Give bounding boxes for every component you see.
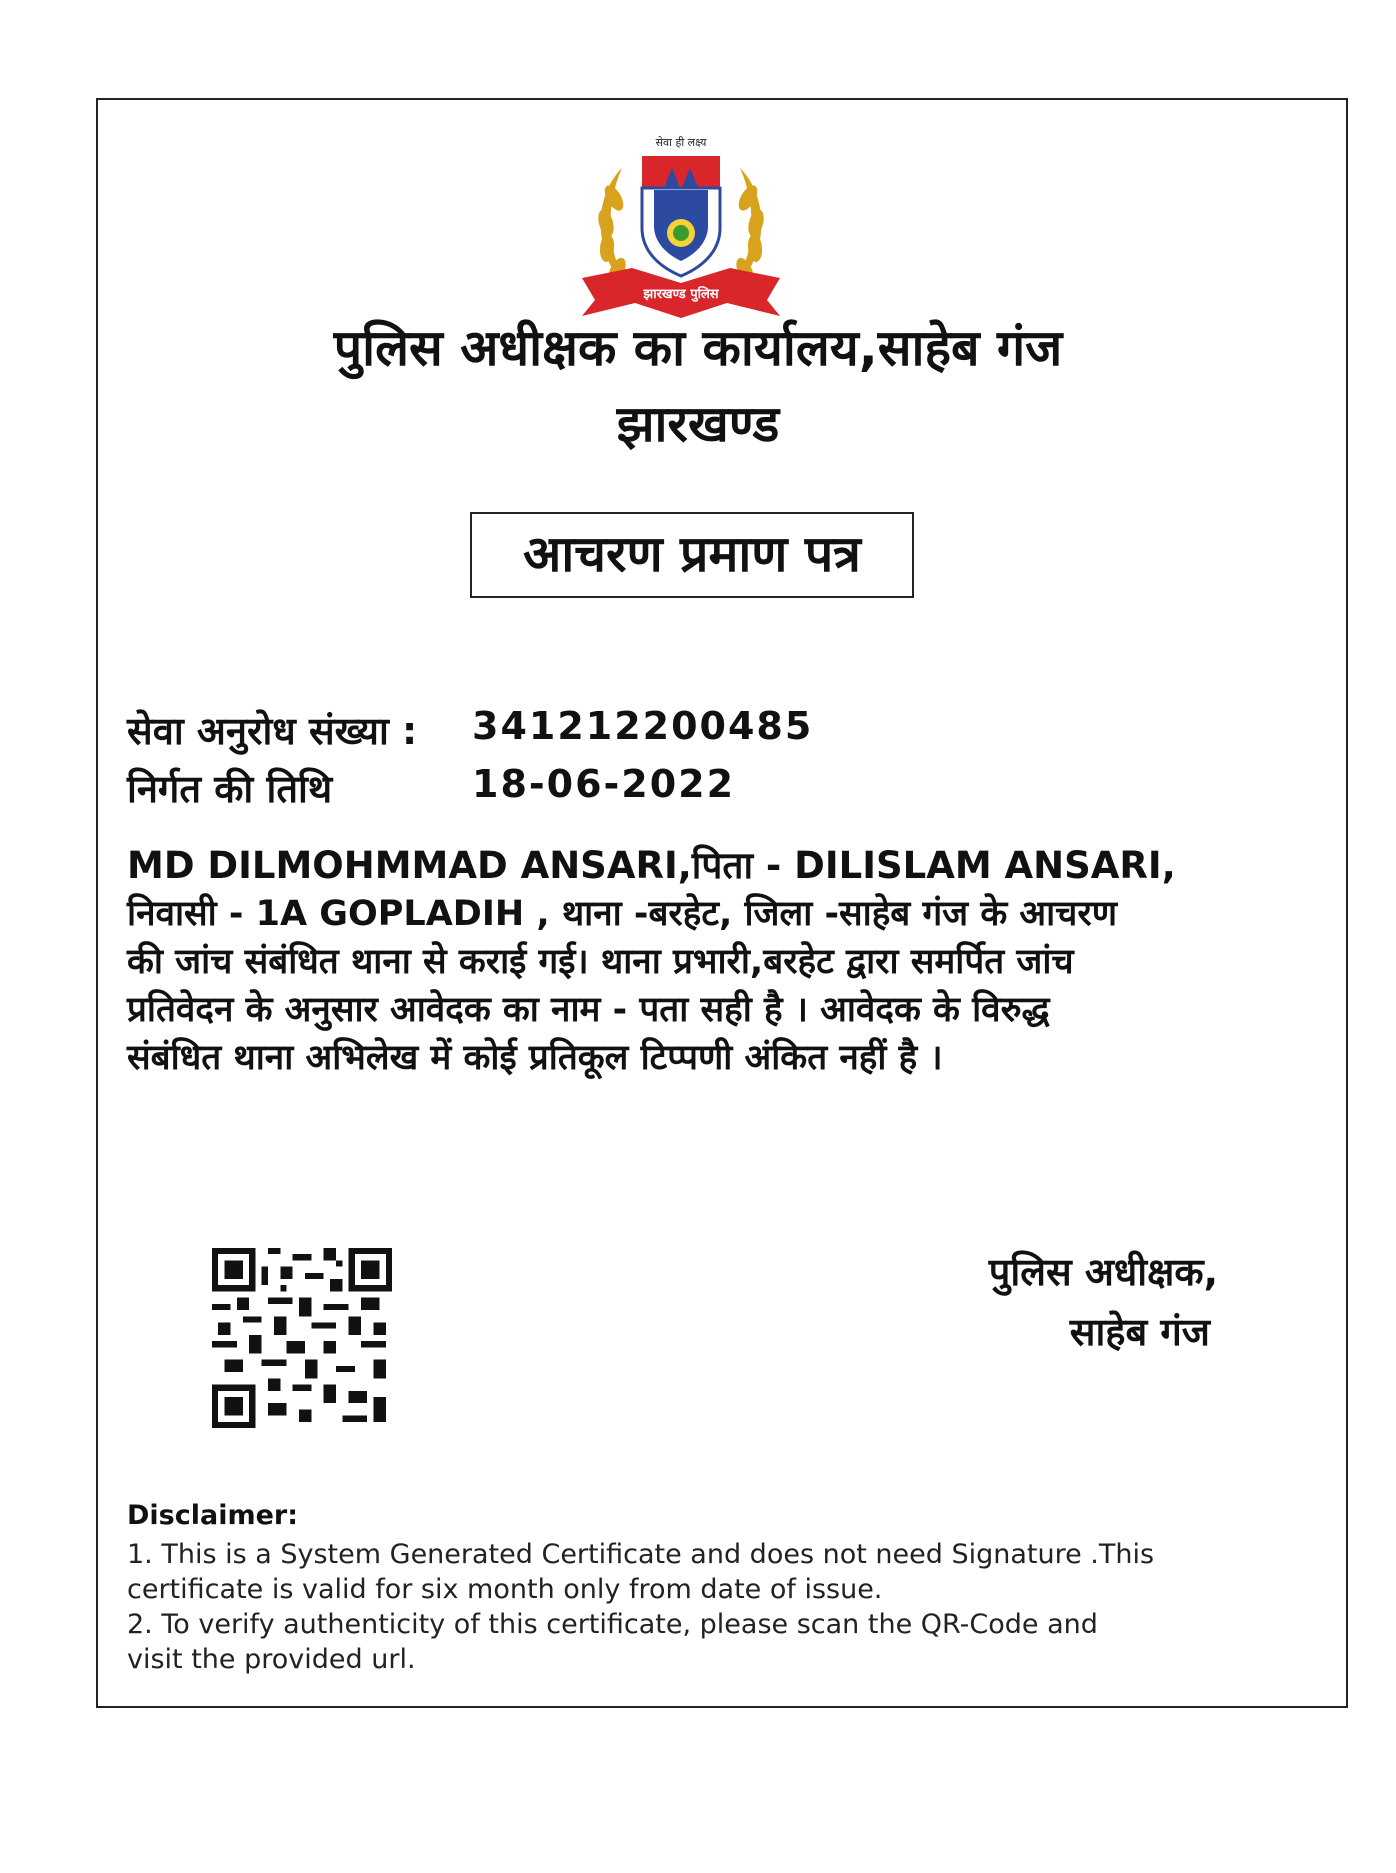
disclaimer-title: Disclaimer: xyxy=(127,1500,299,1531)
certificate-title: आचरण प्रमाण पत्र xyxy=(470,512,914,598)
body-line: MD DILMOHMMAD ANSARI,पिता - DILISLAM ANSARI, xyxy=(127,844,1176,887)
body-line: प्रतिवेदन के अनुसार आवेदक का नाम - पता सही है । आवेदक के विरुद्ध xyxy=(127,990,1050,1030)
body-line: संबंधित थाना अभिलेख में कोई प्रतिकूल टिप्पणी अंकित नहीं है । xyxy=(127,1038,943,1078)
signatory-title: पुलिस अधीक्षक, xyxy=(988,1250,1218,1294)
police-emblem-icon xyxy=(562,128,800,338)
request-number-label: सेवा अनुरोध संख्या : xyxy=(127,709,418,753)
certificate-body xyxy=(127,842,1322,1082)
svg-text:झारखण्ड पुलिस: झारखण्ड पुलिस xyxy=(643,287,719,302)
body-line: की जांच संबंधित थाना से कराई गई। थाना प्रभारी,बरहेट द्वारा समर्पित जांच xyxy=(127,942,1074,982)
disclaimer-line: 2. To verify authenticity of this certificate, please scan the QR-Code and xyxy=(127,1609,1098,1640)
signatory-location: साहेब गंज xyxy=(1069,1310,1210,1354)
disclaimer-line: certificate is valid for six month only from date of issue. xyxy=(127,1574,883,1605)
issue-date-value: 18-06-2022 xyxy=(472,762,736,806)
office-title: पुलिस अधीक्षक का कार्यालय,साहेब गंज xyxy=(333,319,1063,377)
qr-code-icon[interactable] xyxy=(212,1248,392,1428)
svg-text:सेवा ही लक्ष्य: सेवा ही लक्ष्य xyxy=(655,136,707,149)
issue-date-label: निर्गत की तिथि xyxy=(127,767,333,811)
request-number-value: 341212200485 xyxy=(472,704,814,748)
disclaimer-line: visit the provided url. xyxy=(127,1644,416,1675)
disclaimer-line: 1. This is a System Generated Certificate and does not need Signature .This xyxy=(127,1539,1155,1570)
state-title: झारखण्ड xyxy=(616,395,780,453)
body-line: निवासी - 1A GOPLADIH , थाना -बरहेट, जिला -साहेब गंज के आचरण xyxy=(127,894,1118,934)
